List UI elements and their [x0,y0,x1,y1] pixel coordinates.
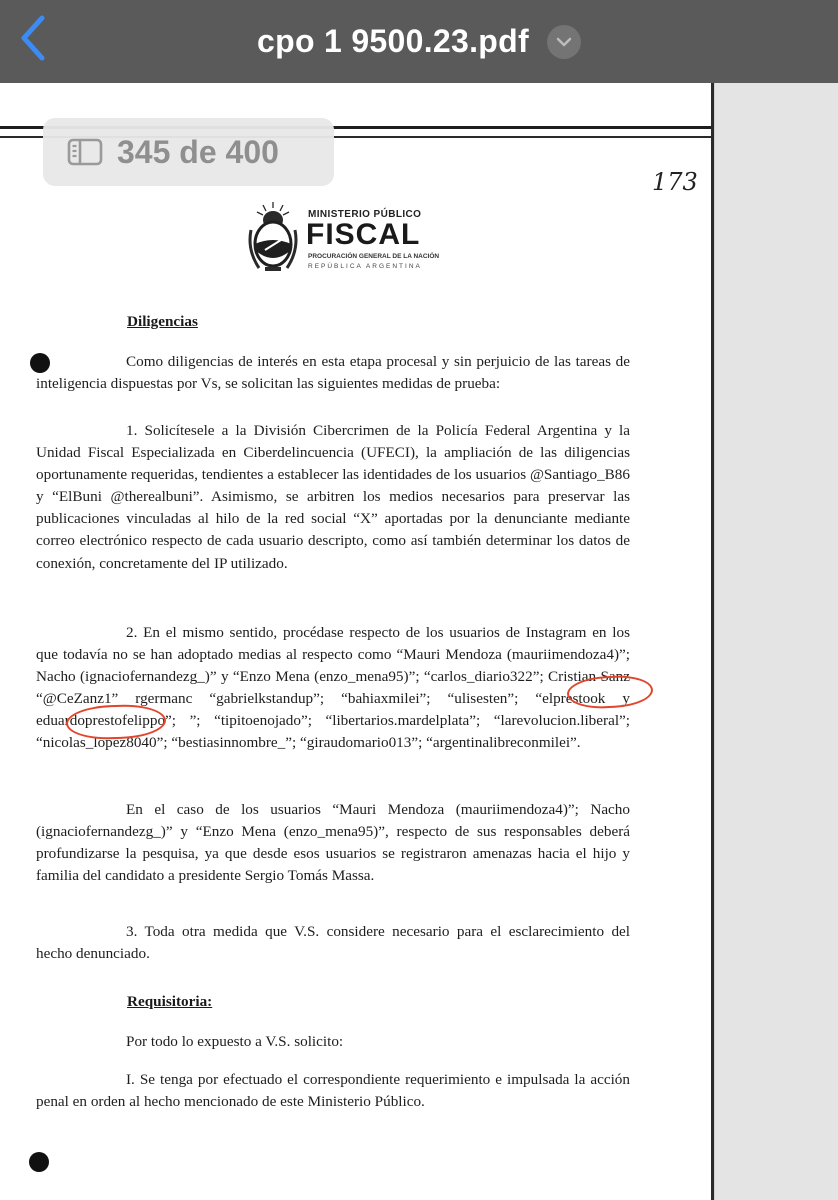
letterhead-ministry: MINISTERIO PÚBLICO [308,209,422,220]
chevron-down-icon [556,37,572,47]
handwritten-page-number: 173 [652,168,698,196]
paragraph-item-1: 1. Solicítesele a la División Cibercrimen de la Policía Federal Argentina y la Unidad Fiscal Especializada en Ciberdelincuencia (UFECI), la ampliación de las diligencias oportunamente requeridas, tendientes a establecer las identidades de los usuarios @Santiago_B86 y “ElBuni @therealbuni”. Asimismo, se arbitren los medios necesarios para preservar las publicaciones vinculadas al hilo de la red social “X” aportadas por la denunciante mediante correo electrónico respecto de cada usuario descripto, como así también determinar los datos de conexión, concretamente del IP utilizado. [36,422,630,572]
heading-diligencias: Diligencias [127,313,198,330]
letterhead-procuracion: PROCURACIÓN GENERAL DE LA NACIÓN [308,253,440,260]
paragraph-requisitoria-item-1: I. Se tenga por efectuado el correspondiente requerimiento e impulsada la acción penal en orden al hecho mencionado de este Ministerio Público. [36,1071,630,1111]
national-coat-of-arms-icon [245,200,301,276]
letterhead-fiscal: FISCAL [306,218,421,251]
title-menu-button[interactable] [547,25,581,59]
paragraph-item-2: 2. En el mismo sentido, procédase respecto de los usuarios de Instagram en los que todavía no se han adoptado medias al respecto como “Mauri Mendoza (mauriimendoza4)”; Nacho (ignaciofernandezg_)” y “Enzo Mena (enzo_mena95)”; “carlos_diario322”; Cristian Sanz “@CeZanz1” rgermanc “gabrielkstandup”; “bahiaxmilei”; “ulisesten”; “elprestook y eduardoprestofelippo”; ”; “tipitoenojado”; “libertarios.mardelplata”; “larevolucion.liberal”; “nicolas_lopez8040”; “bestiasinnombre_”; “giraudomario013”; “argentinalibreconmilei”. [36,624,630,752]
title-area [0,0,838,83]
redaction-dot [29,1152,49,1172]
page-indicator[interactable] [43,118,334,186]
paragraph-intro: Como diligencias de interés en esta etapa procesal y sin perjuicio de las tareas de inteligencia dispuestas por Vs, se solicitan las siguientes medidas de prueba: [36,353,630,393]
paragraph-item-3: 3. Toda otra medida que V.S. considere necesario para el esclarecimiento del hecho denunciado. [36,923,630,963]
letterhead-republica: REPÚBLICA ARGENTINA [308,263,422,270]
heading-requisitoria: Requisitoria: [127,993,213,1010]
sidebar-icon [67,138,103,166]
viewer-gutter [714,83,838,1200]
paragraph-requisitoria-intro: Por todo lo expuesto a V.S. solicito: [126,1033,344,1050]
document-title[interactable]: cpo 1 9500.23.pdf [257,23,529,59]
page-indicator-text: 345 de 400 [117,133,279,170]
paragraph-item-2-note: En el caso de los usuarios “Mauri Mendoza (mauriimendoza4)”; Nacho (ignaciofernandezg_)” y “Enzo Mena (enzo_mena95)”, respecto de sus responsables deberá profundizarse la pesquisa, ya que desde esos usuarios se registraron amenazas hacia el hijo y familia del candidato a presidente Sergio Tomás Massa. [36,801,630,885]
top-toolbar [0,0,838,83]
